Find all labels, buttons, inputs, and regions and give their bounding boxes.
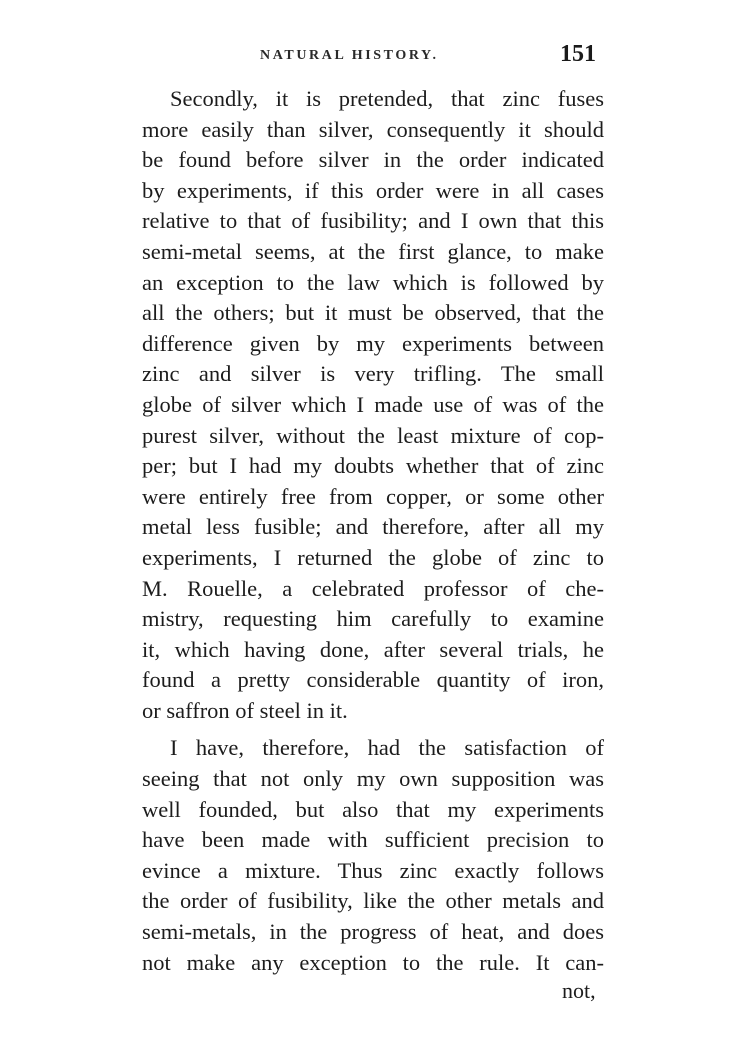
text-line: I have, therefore, had the satisfaction of xyxy=(170,735,604,761)
text-line: have been made with sufficient precision to xyxy=(142,827,604,853)
text-line: M. Rouelle, a celebrated professor of che- xyxy=(142,575,604,601)
text-line: semi-metals, in the progress of heat, and does xyxy=(142,919,604,945)
text-line: seeing that not only my own supposition was xyxy=(142,766,604,792)
paragraph-gap xyxy=(142,726,604,733)
text-line: metal less fusible; and therefore, after all my xyxy=(142,514,604,540)
text-line: found a pretty considerable quantity of iron, xyxy=(142,667,604,693)
text-line: the order of fusibility, like the other metals and xyxy=(142,888,604,914)
text-line: all the others; but it must be observed, that the xyxy=(142,300,604,326)
text-line: were entirely free from copper, or some other xyxy=(142,483,604,509)
body-text xyxy=(142,84,604,978)
text-line: by experiments, if this order were in all cases xyxy=(142,177,604,203)
text-line: Secondly, it is pretended, that zinc fuses xyxy=(170,86,604,111)
text-line: evince a mixture. Thus zinc exactly follows xyxy=(142,857,604,883)
text-line: zinc and silver is very trifling. The small xyxy=(142,361,604,387)
paragraph xyxy=(142,84,604,726)
catchword: not, xyxy=(562,978,596,1003)
page-number: 151 xyxy=(560,41,596,67)
text-line: per; but I had my doubts whether that of zinc xyxy=(142,453,604,479)
text-line: relative to that of fusibility; and I own that this xyxy=(142,208,604,234)
text-line: globe of silver which I made use of was of the xyxy=(142,391,604,417)
running-head: NATURAL HISTORY. xyxy=(260,48,439,63)
text-line: it, which having done, after several trials, he xyxy=(142,636,604,662)
text-line: be found before silver in the order indicated xyxy=(142,147,604,173)
text-line: or saffron of steel in it. xyxy=(142,697,348,723)
text-line: experiments, I returned the globe of zinc to xyxy=(142,544,604,570)
text-line: semi-metal seems, at the first glance, to make xyxy=(142,238,604,264)
paragraph xyxy=(142,733,604,978)
text-line: mistry, requesting him carefully to examine xyxy=(142,606,604,632)
text-line: well founded, but also that my experiments xyxy=(142,796,604,822)
text-line: an exception to the law which is followed by xyxy=(142,269,604,295)
text-line: more easily than silver, consequently it should xyxy=(142,116,604,142)
text-line: difference given by my experiments between xyxy=(142,330,604,356)
text-line: purest silver, without the least mixture of cop- xyxy=(142,422,604,448)
text-line: not make any exception to the rule. It can- xyxy=(142,949,604,975)
